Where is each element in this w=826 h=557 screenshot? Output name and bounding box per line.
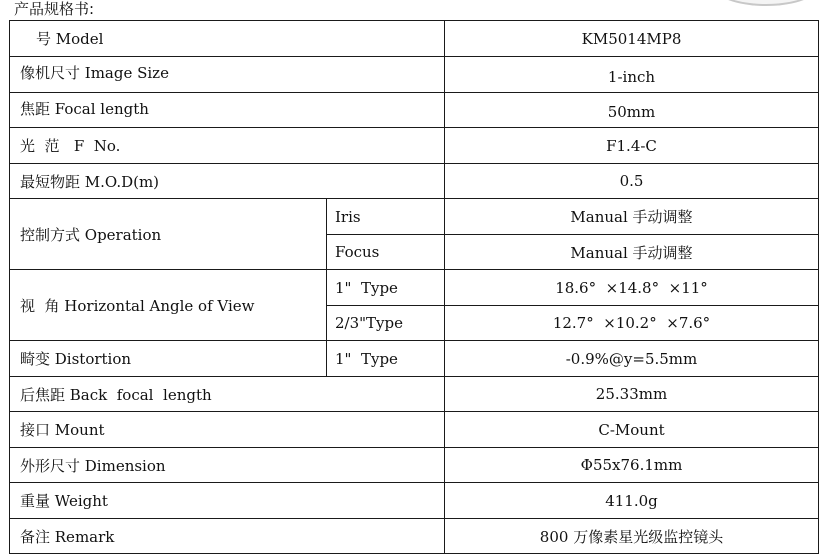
spec-row-operation-iris [10, 199, 819, 235]
spec-sublabel: 1" Type [327, 270, 445, 306]
spec-value: F1.4-C [445, 128, 819, 164]
spec-value: 18.6° ×14.8° ×11° [445, 270, 819, 306]
spec-label: 畸变 Distortion [10, 341, 327, 377]
spec-label: 接口 Mount [10, 412, 445, 448]
spec-value: KM5014MP8 [445, 21, 819, 57]
spec-row-model [10, 21, 819, 57]
spec-label: 控制方式 Operation [10, 199, 327, 270]
spec-sublabel: 2/3"Type [327, 306, 445, 341]
spec-label: 光 范 F No. [10, 128, 445, 164]
spec-value: Manual 手动调整 [445, 199, 819, 235]
decorative-arc [712, 0, 820, 6]
spec-row-remark [10, 519, 819, 554]
spec-value: 12.7° ×10.2° ×7.6° [445, 306, 819, 341]
spec-sublabel: 1" Type [327, 341, 445, 377]
spec-label: 最短物距 M.O.D(m) [10, 164, 445, 199]
spec-value: Manual 手动调整 [445, 235, 819, 270]
spec-table [9, 20, 819, 554]
spec-label: 外形尺寸 Dimension [10, 448, 445, 483]
spec-row-mount [10, 412, 819, 448]
spec-value: 800 万像素星光级监控镜头 [445, 519, 819, 554]
spec-label: 备注 Remark [10, 519, 445, 554]
document-caption: 产品规格书: [14, 0, 95, 18]
spec-label: 后焦距 Back focal length [10, 377, 445, 412]
spec-row-weight [10, 483, 819, 519]
spec-value: -0.9%@y=5.5mm [445, 341, 819, 377]
spec-value: 25.33mm [445, 377, 819, 412]
spec-row-focal-length [10, 93, 819, 128]
spec-row-mod [10, 164, 819, 199]
spec-label: 焦距 Focal length [10, 93, 445, 128]
spec-value: 1-inch [445, 57, 819, 93]
spec-sublabel: Iris [327, 199, 445, 235]
spec-value: 0.5 [445, 164, 819, 199]
spec-value: C-Mount [445, 412, 819, 448]
spec-row-back-focal [10, 377, 819, 412]
spec-row-f-number [10, 128, 819, 164]
spec-row-image-size [10, 57, 819, 93]
spec-label: 号 Model [10, 21, 445, 57]
spec-sublabel: Focus [327, 235, 445, 270]
spec-row-dimension [10, 448, 819, 483]
spec-value: 411.0g [445, 483, 819, 519]
spec-label: 视 角 Horizontal Angle of View [10, 270, 327, 341]
spec-row-angle-1inch [10, 270, 819, 306]
spec-label: 重量 Weight [10, 483, 445, 519]
spec-row-distortion [10, 341, 819, 377]
spec-value: 50mm [445, 93, 819, 128]
spec-label: 像机尺寸 Image Size [10, 57, 445, 93]
spec-value: Φ55x76.1mm [445, 448, 819, 483]
